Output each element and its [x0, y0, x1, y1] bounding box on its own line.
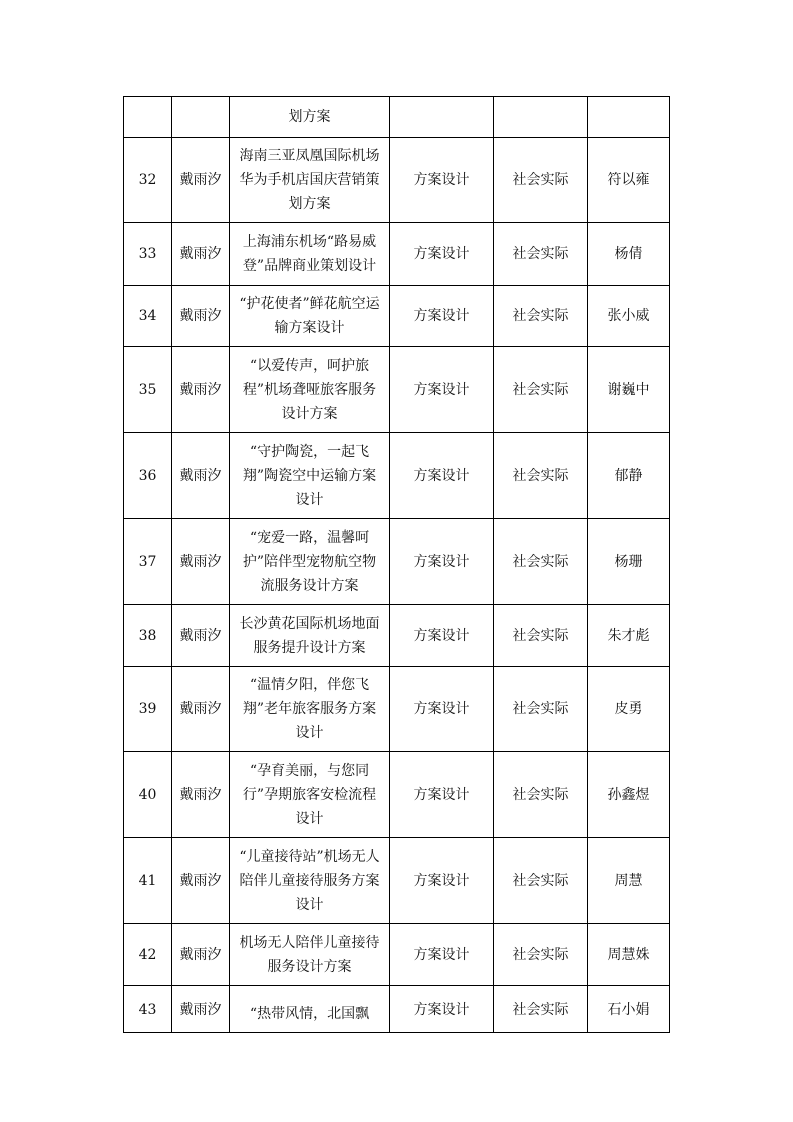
student-cell: 杨倩: [588, 223, 670, 286]
table-row: [124, 433, 670, 519]
title-cell: “温情夕阳，伴您飞翔”老年旅客服务方案设计: [230, 667, 390, 752]
row-number-cell: [124, 97, 172, 138]
table-row: [124, 223, 670, 286]
category-cell: 社会实际: [494, 986, 588, 1033]
teacher-cell: 戴雨汐: [172, 433, 230, 519]
row-number-cell: 38: [124, 605, 172, 667]
title-cell: 上海浦东机场“路易威登”品牌商业策划设计: [230, 223, 390, 286]
teacher-cell: 戴雨汐: [172, 347, 230, 433]
student-cell: 皮勇: [588, 667, 670, 752]
student-cell: 朱才彪: [588, 605, 670, 667]
category-cell: 社会实际: [494, 286, 588, 347]
topic-table: [123, 96, 670, 1033]
type-cell: 方案设计: [390, 838, 494, 924]
teacher-cell: 戴雨汐: [172, 138, 230, 223]
row-number-cell: 39: [124, 667, 172, 752]
category-cell: 社会实际: [494, 838, 588, 924]
type-cell: 方案设计: [390, 667, 494, 752]
category-cell: 社会实际: [494, 667, 588, 752]
row-number-cell: 40: [124, 752, 172, 838]
type-cell: 方案设计: [390, 924, 494, 986]
type-cell: 方案设计: [390, 433, 494, 519]
table-row: [124, 519, 670, 605]
student-cell: 杨珊: [588, 519, 670, 605]
row-number-cell: 32: [124, 138, 172, 223]
type-cell: 方案设计: [390, 986, 494, 1033]
teacher-cell: 戴雨汐: [172, 223, 230, 286]
category-cell: 社会实际: [494, 223, 588, 286]
category-cell: 社会实际: [494, 433, 588, 519]
type-cell: 方案设计: [390, 752, 494, 838]
topic-table-body: [124, 97, 670, 1033]
teacher-cell: 戴雨汐: [172, 752, 230, 838]
table-row: [124, 924, 670, 986]
type-cell: 方案设计: [390, 223, 494, 286]
row-number-cell: 33: [124, 223, 172, 286]
student-cell: 符以雍: [588, 138, 670, 223]
title-cell: 机场无人陪伴儿童接待服务设计方案: [230, 924, 390, 986]
teacher-cell: 戴雨汐: [172, 838, 230, 924]
category-cell: 社会实际: [494, 605, 588, 667]
row-number-cell: 43: [124, 986, 172, 1033]
type-cell: 方案设计: [390, 286, 494, 347]
type-cell: 方案设计: [390, 347, 494, 433]
table-row: [124, 605, 670, 667]
teacher-cell: 戴雨汐: [172, 924, 230, 986]
type-cell: 方案设计: [390, 519, 494, 605]
title-cell: “儿童接待站”机场无人陪伴儿童接待服务方案设计: [230, 838, 390, 924]
category-cell: 社会实际: [494, 752, 588, 838]
category-cell: 社会实际: [494, 347, 588, 433]
title-cell: “热带风情，北国飘: [230, 986, 390, 1033]
category-cell: 社会实际: [494, 519, 588, 605]
row-number-cell: 34: [124, 286, 172, 347]
student-cell: [588, 97, 670, 138]
teacher-cell: [172, 97, 230, 138]
student-cell: 孙鑫煜: [588, 752, 670, 838]
table-row: [124, 986, 670, 1033]
category-cell: 社会实际: [494, 924, 588, 986]
table-row: [124, 138, 670, 223]
table-row: [124, 838, 670, 924]
title-cell: “护花使者”鲜花航空运输方案设计: [230, 286, 390, 347]
table-row: [124, 752, 670, 838]
table-row: [124, 347, 670, 433]
table-row: [124, 667, 670, 752]
row-number-cell: 37: [124, 519, 172, 605]
title-cell: 划方案: [230, 97, 390, 138]
type-cell: 方案设计: [390, 605, 494, 667]
teacher-cell: 戴雨汐: [172, 667, 230, 752]
row-number-cell: 42: [124, 924, 172, 986]
student-cell: 张小威: [588, 286, 670, 347]
title-cell: 海南三亚凤凰国际机场华为手机店国庆营销策划方案: [230, 138, 390, 223]
type-cell: [390, 97, 494, 138]
row-number-cell: 35: [124, 347, 172, 433]
teacher-cell: 戴雨汐: [172, 286, 230, 347]
title-cell: “宠爱一路，温馨呵护”陪伴型宠物航空物流服务设计方案: [230, 519, 390, 605]
student-cell: 周慧姝: [588, 924, 670, 986]
title-cell: “孕育美丽，与您同行”孕期旅客安检流程设计: [230, 752, 390, 838]
title-cell: “守护陶瓷，一起飞翔”陶瓷空中运输方案设计: [230, 433, 390, 519]
title-cell: “以爱传声，呵护旅程”机场聋哑旅客服务设计方案: [230, 347, 390, 433]
type-cell: 方案设计: [390, 138, 494, 223]
row-number-cell: 41: [124, 838, 172, 924]
category-cell: [494, 97, 588, 138]
teacher-cell: 戴雨汐: [172, 519, 230, 605]
row-number-cell: 36: [124, 433, 172, 519]
table-row: [124, 286, 670, 347]
student-cell: 谢巍中: [588, 347, 670, 433]
category-cell: 社会实际: [494, 138, 588, 223]
teacher-cell: 戴雨汐: [172, 605, 230, 667]
teacher-cell: 戴雨汐: [172, 986, 230, 1033]
student-cell: 周慧: [588, 838, 670, 924]
title-cell: 长沙黄花国际机场地面服务提升设计方案: [230, 605, 390, 667]
student-cell: 石小娟: [588, 986, 670, 1033]
table-row: [124, 97, 670, 138]
student-cell: 郁静: [588, 433, 670, 519]
